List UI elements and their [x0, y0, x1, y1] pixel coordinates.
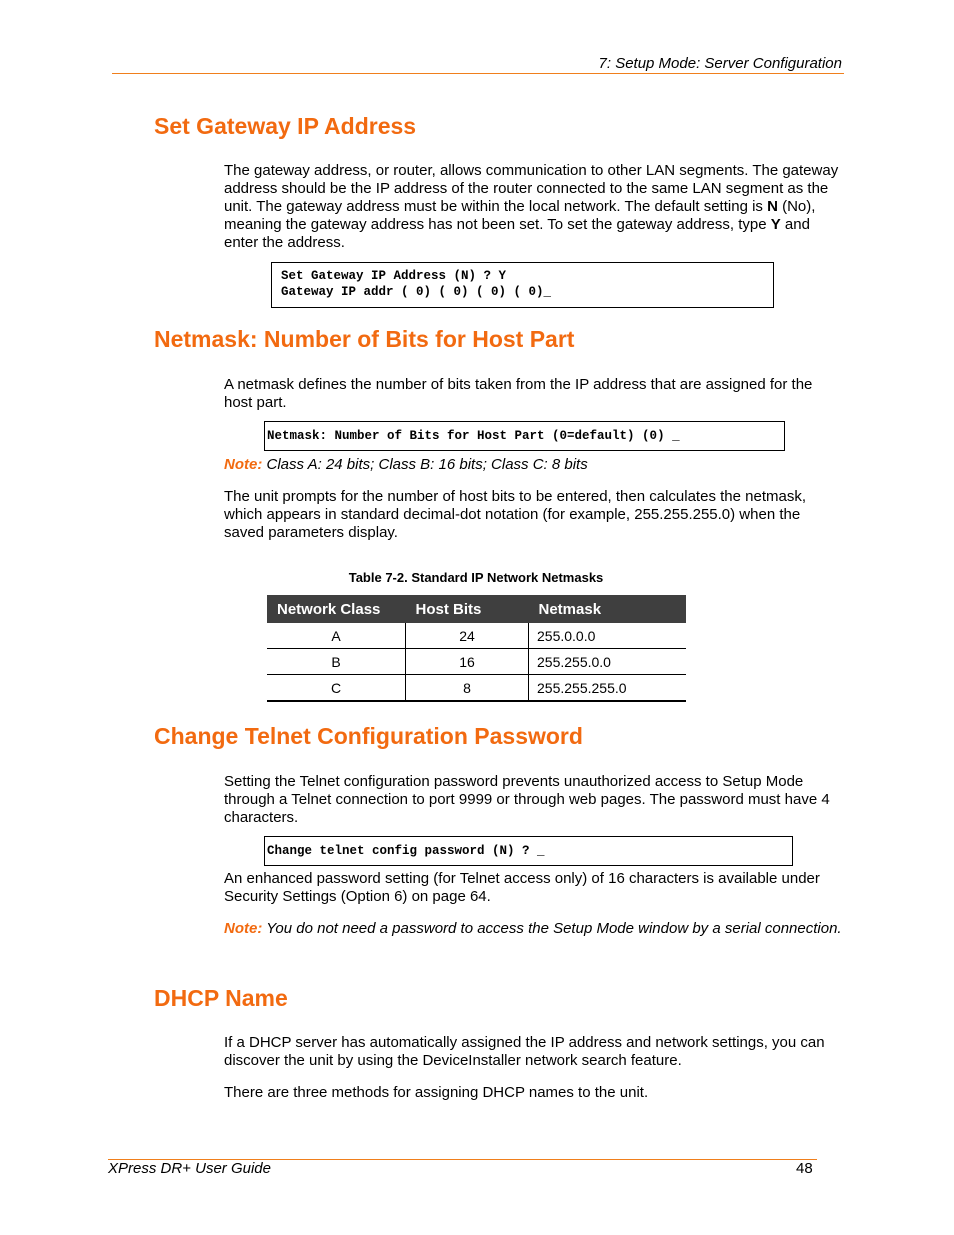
table-cell: B [267, 649, 406, 675]
table-cell: 255.0.0.0 [529, 623, 687, 649]
table-row [267, 649, 686, 675]
netmask-note [224, 456, 844, 474]
gateway-text-2: (No), meaning the gateway address has not been set. To set the gateway address, type [224, 198, 816, 233]
netmask-paragraph-2: The unit prompts for the number of host bits to be entered, then calculates the netmask, which appears in standard decimal-dot notation (for example, 255.255.255.0) when the saved parameters display. [224, 488, 806, 541]
telnet-code-box [264, 836, 793, 866]
dhcp-paragraph-2: There are three methods for assigning DHCP names to the unit. [224, 1084, 649, 1101]
note-text: Class A: 24 bits; Class B: 16 bits; Class C: 8 bits [262, 456, 588, 473]
table-header-cell: Network Class [267, 595, 406, 623]
heading-telnet: Change Telnet Configuration Password [154, 723, 583, 749]
note-label: Note: [224, 456, 263, 473]
telnet-note [224, 920, 844, 938]
table-cell: A [267, 623, 406, 649]
gateway-bold-n: N [767, 198, 778, 215]
note-label: Note: [224, 920, 263, 937]
telnet-paragraph: Setting the Telnet configuration password prevents unauthorized access to Setup Mode through a Telnet connection to port 9999 or through web pages. The password must have 4 characters. [224, 773, 830, 826]
table-caption: Table 7-2. Standard IP Network Netmasks [348, 570, 604, 585]
netmask-code-box [264, 421, 785, 451]
gateway-code-line-2: Gateway IP addr ( 0) ( 0) ( 0) ( 0)_ [281, 285, 552, 299]
gateway-paragraph [224, 162, 844, 252]
heading-dhcp: DHCP Name [154, 985, 288, 1011]
table-row [267, 623, 686, 649]
table-cell: 24 [406, 623, 529, 649]
table-cell: C [267, 675, 406, 702]
footer-guide-title: XPress DR+ User Guide [108, 1160, 271, 1177]
note-text: You do not need a password to access the Setup Mode window by a serial connection. [262, 920, 842, 937]
gateway-text-3: and enter the address. [224, 216, 810, 251]
page-number: 48 [796, 1160, 813, 1177]
heading-gateway: Set Gateway IP Address [154, 113, 417, 139]
gateway-code-box [271, 262, 774, 308]
table-cell: 16 [406, 649, 529, 675]
gateway-code-line-1: Set Gateway IP Address (N) ? Y [281, 269, 507, 283]
table-cell: 255.255.255.0 [529, 675, 687, 702]
running-header: 7: Setup Mode: Server Configuration [598, 55, 842, 72]
telnet-code-line: Change telnet config password (N) ? _ [267, 844, 545, 858]
dhcp-paragraph: If a DHCP server has automatically assigned the IP address and network settings, you can discover the unit by using the DeviceInstaller network search feature. [224, 1034, 825, 1069]
table-row [267, 675, 686, 702]
netmask-paragraph: A netmask defines the number of bits taken from the IP address that are assigned for the host part. [224, 376, 813, 411]
table-header-cell: Netmask [529, 595, 687, 623]
header-rule [112, 73, 844, 74]
gateway-text-1: The gateway address, or router, allows communication to other LAN segments. The gateway address should be the IP address of the router connected to the same LAN segment as the unit. The gateway address must be within the local network. The default setting is [224, 162, 839, 215]
table-header-cell: Host Bits [406, 595, 529, 623]
heading-netmask: Netmask: Number of Bits for Host Part [154, 326, 575, 352]
netmask-code-line: Netmask: Number of Bits for Host Part (0=default) (0) _ [267, 429, 680, 443]
gateway-bold-y: Y [770, 216, 781, 233]
table-cell: 255.255.0.0 [529, 649, 687, 675]
table-cell: 8 [406, 675, 529, 702]
telnet-paragraph-2: An enhanced password setting (for Telnet access only) of 16 characters is available under Security Settings (Option 6) on page 64. [224, 870, 820, 905]
netmask-table [267, 595, 686, 702]
